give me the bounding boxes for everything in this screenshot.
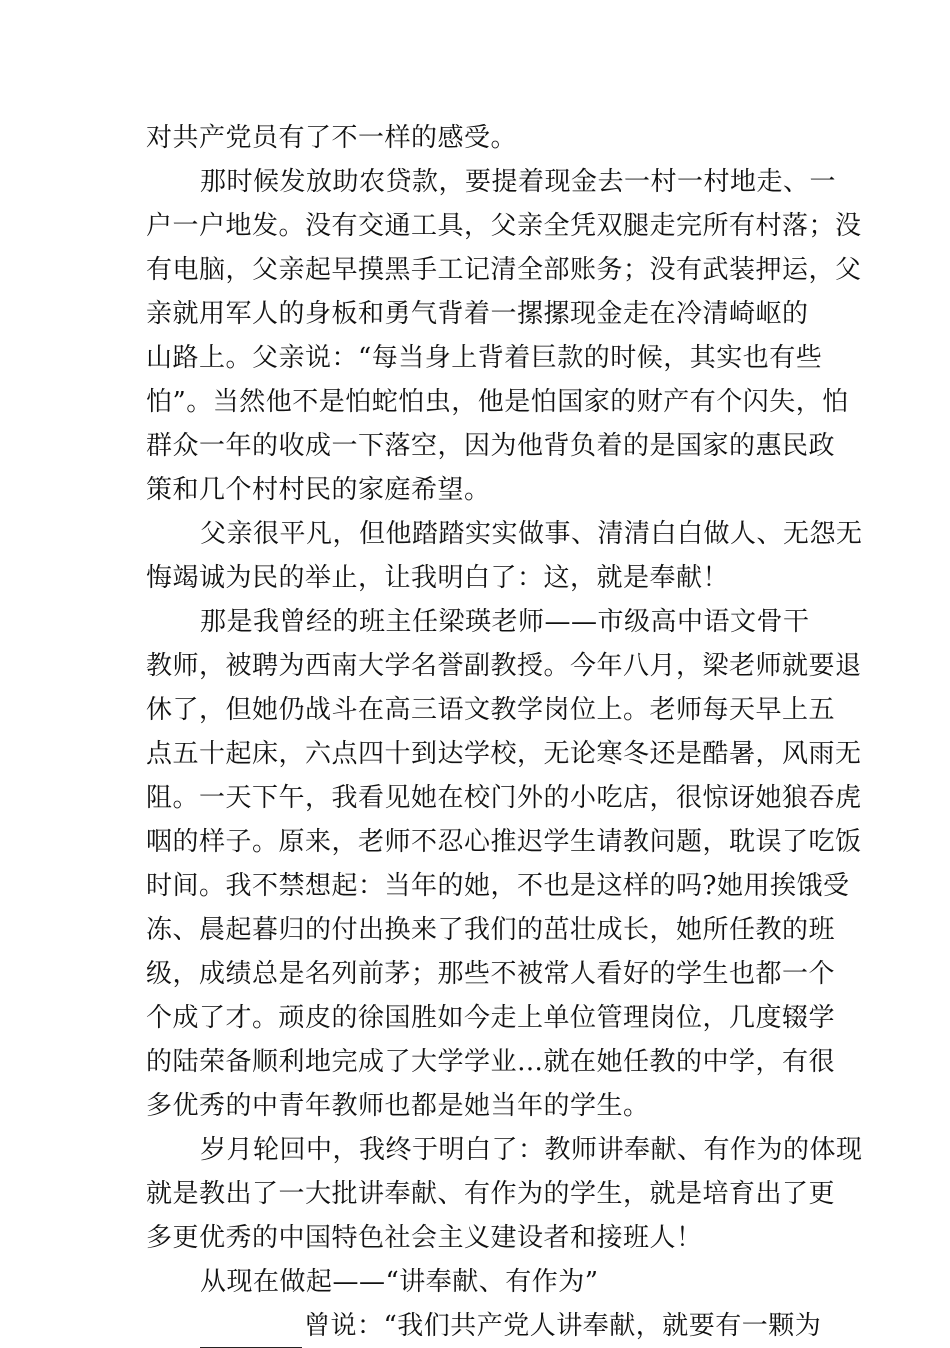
- text-line: 教师，被聘为西南大学名誉副教授。今年八月，梁老师就要退: [146, 651, 862, 681]
- text-line: 多优秀的中青年教师也都是她当年的学生。: [146, 1091, 650, 1121]
- text-line: 的陆荣备顺利地完成了大学学业…就在她任教的中学，有很: [146, 1047, 836, 1077]
- essay-body: [146, 116, 863, 1348]
- text-line: 多更优秀的中国特色社会主义建设者和接班人！: [146, 1223, 703, 1253]
- text-line: 就是教出了一大批讲奉献、有作为的学生，就是培育出了更: [146, 1179, 836, 1209]
- text-line: 休了，但她仍战斗在高三语文教学岗位上。老师每天早上五: [146, 695, 836, 725]
- text-line: 悔竭诚为民的举止，让我明白了：这，就是奉献！: [146, 563, 730, 593]
- text-line: 岁月轮回中，我终于明白了：教师讲奉献、有作为的体现: [200, 1135, 863, 1165]
- text-line: 那时候发放助农贷款，要提着现金去一村一村地走、一: [200, 167, 837, 197]
- text-line: 户一户地发。没有交通工具，父亲全凭双腿走完所有村落；没: [146, 211, 862, 241]
- text-line: 时间。我不禁想起：当年的她，不也是这样的吗?她用挨饿受: [146, 871, 850, 901]
- text-line: 山路上。父亲说：“每当身上背着巨款的时候，其实也有些: [146, 343, 823, 373]
- text-line: 级，成绩总是名列前茅；那些不被常人看好的学生也都一个: [146, 959, 836, 989]
- text-line: 怕”。当然他不是怕蛇怕虫，他是怕国家的财产有个闪失，怕: [146, 387, 849, 417]
- text-line: 阻。一天下午，我看见她在校门外的小吃店，很惊讶她狼吞虎: [146, 783, 862, 813]
- fill-in-blank: [200, 1317, 302, 1348]
- text-line-with-blank: [146, 1304, 822, 1348]
- text-line: 群众一年的收成一下落空，因为他背负着的是国家的惠民政: [146, 431, 836, 461]
- text-line: 冻、晨起暮归的付出换来了我们的茁壮成长，她所任教的班: [146, 915, 836, 945]
- text-line: 点五十起床，六点四十到达学校，无论寒冬还是酷暑，风雨无: [146, 739, 862, 769]
- text-line: 曾说：“我们共产党人讲奉献，就要有一颗为: [304, 1311, 822, 1341]
- text-line: 对共产党员有了不一样的感受。: [146, 123, 518, 153]
- text-line: 个成了才。顽皮的徐国胜如今走上单位管理岗位，几度辍学: [146, 1003, 836, 1033]
- text-line: 策和几个村村民的家庭希望。: [146, 475, 491, 505]
- text-line: 亲就用军人的身板和勇气背着一摞摞现金走在冷清崎岖的: [146, 299, 809, 329]
- section-heading: 从现在做起——“讲奉献、有作为”: [200, 1267, 599, 1297]
- text-line: 有电脑，父亲起早摸黑手工记清全部账务；没有武装押运，父: [146, 255, 862, 285]
- text-line: 咽的样子。原来，老师不忍心推迟学生请教问题，耽误了吃饭: [146, 827, 862, 857]
- text-line: 那是我曾经的班主任梁瑛老师——市级高中语文骨干: [200, 607, 810, 637]
- text-line: 父亲很平凡，但他踏踏实实做事、清清白白做人、无怨无: [200, 519, 863, 549]
